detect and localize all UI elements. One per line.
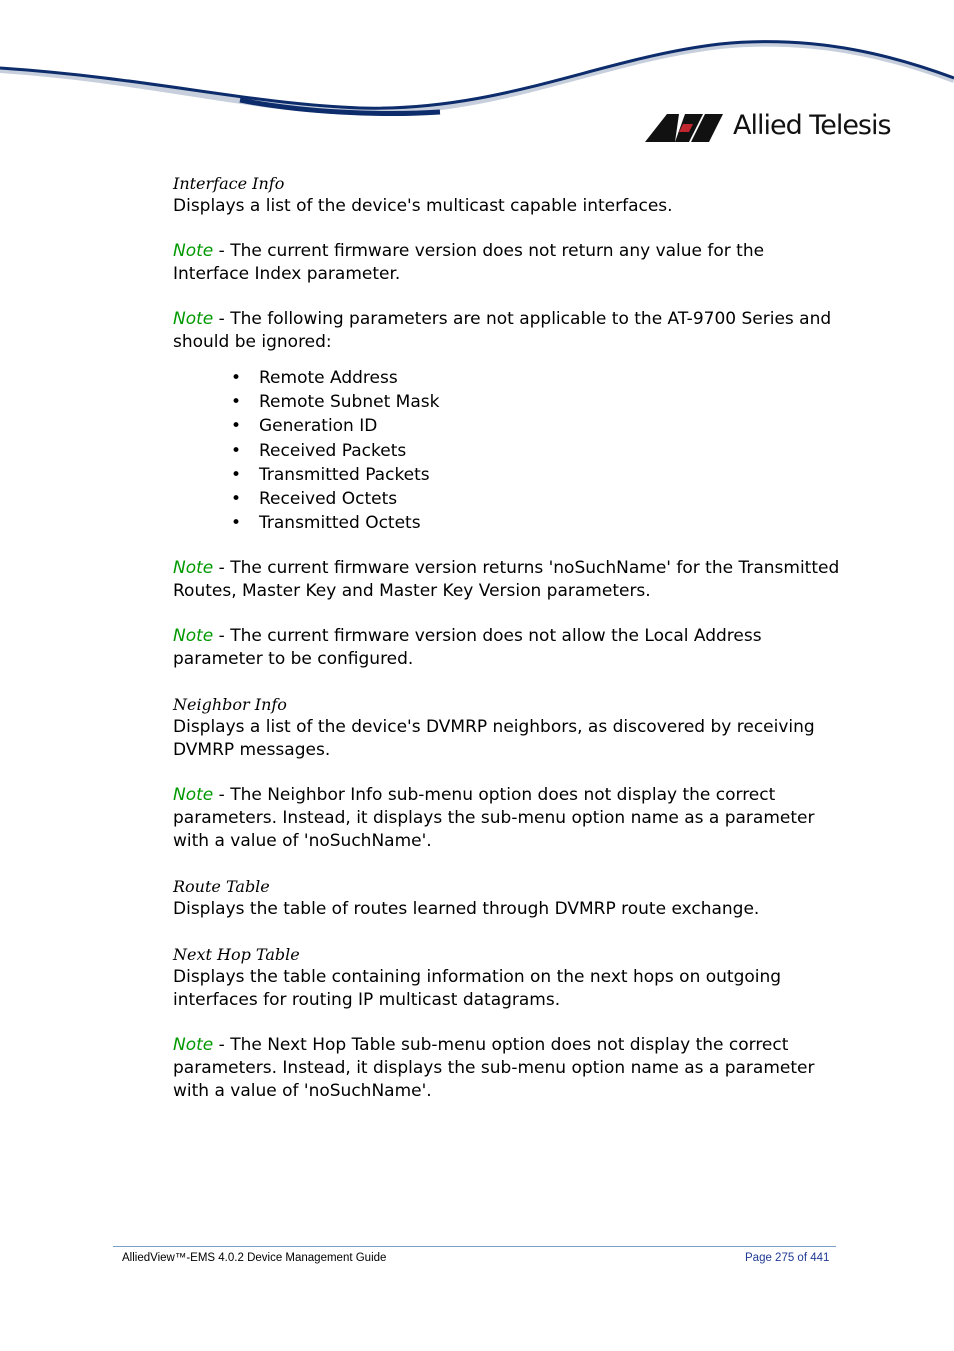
section-heading-next-hop-table: Next Hop Table xyxy=(173,945,300,965)
note-at9700 xyxy=(173,308,843,354)
neighbor-info-description: Displays a list of the device's DVMRP neighbors, as discovered by receiving DVMRP messages. xyxy=(173,717,815,761)
note-label: Note xyxy=(173,309,214,329)
note-local-address xyxy=(173,625,843,671)
next-hop-table-description: Displays the table containing information on the next hops on outgoing interfaces for routing IP multicast datagrams. xyxy=(173,967,782,1011)
footer-page-number: Page 275 of 441 xyxy=(745,1252,830,1264)
note-text: - The Next Hop Table sub-menu option does not display the correct parameters. Instead, it displays the sub-menu option name as a parameter with a value of 'noSuchName'. xyxy=(173,1035,815,1102)
document-body xyxy=(173,172,843,1103)
footer-guide-title: AlliedView™-EMS 4.0.2 Device Management Guide xyxy=(122,1252,387,1264)
section-heading-neighbor-info: Neighbor Info xyxy=(173,695,287,715)
list-item: • Remote Subnet Mask xyxy=(231,390,843,414)
note-label: Note xyxy=(173,626,214,647)
note-neighbor-info xyxy=(173,784,843,853)
note-text: - The current firmware version returns 'noSuchName' for the Transmitted Routes, Master Key and Master Key Version parameters. xyxy=(173,558,840,602)
note-label: Note xyxy=(173,1035,214,1056)
logo-mark-icon xyxy=(645,114,729,142)
list-item: • Received Octets xyxy=(231,487,843,511)
interface-info-description: Displays a list of the device's multicast capable interfaces. xyxy=(173,196,673,216)
list-item: • Remote Address xyxy=(231,366,843,390)
note-label: Note xyxy=(173,785,214,806)
allied-telesis-logo xyxy=(645,108,905,148)
note-text: - The Neighbor Info sub-menu option does not display the correct parameters. Instead, it displays the sub-menu option name as a parameter with a value of 'noSuchName'. xyxy=(173,785,815,852)
note-label: Note xyxy=(173,558,214,579)
note-next-hop-table xyxy=(173,1034,843,1103)
footer-divider xyxy=(113,1246,836,1247)
note-text: - The current firmware version does not allow the Local Address parameter to be configured. xyxy=(173,626,762,670)
note-label: Note xyxy=(173,241,214,261)
list-item: • Generation ID xyxy=(231,414,843,438)
logo-wordmark: Allied Telesis xyxy=(733,110,891,141)
note-interface-index xyxy=(173,240,843,286)
list-item: • Transmitted Packets xyxy=(231,463,843,487)
section-heading-route-table: Route Table xyxy=(173,877,270,897)
note-text: - The current firmware version does not return any value for the Interface Index parameter. xyxy=(173,241,765,284)
list-item: • Transmitted Octets xyxy=(231,511,843,535)
section-heading-interface-info: Interface Info xyxy=(173,174,285,193)
note-text: - The following parameters are not applicable to the AT-9700 Series and should be ignored: xyxy=(173,309,832,352)
route-table-description: Displays the table of routes learned through DVMRP route exchange. xyxy=(173,899,760,920)
note-nosuchname xyxy=(173,557,843,603)
list-item: • Received Packets xyxy=(231,439,843,463)
ignored-parameters-list xyxy=(173,366,843,535)
